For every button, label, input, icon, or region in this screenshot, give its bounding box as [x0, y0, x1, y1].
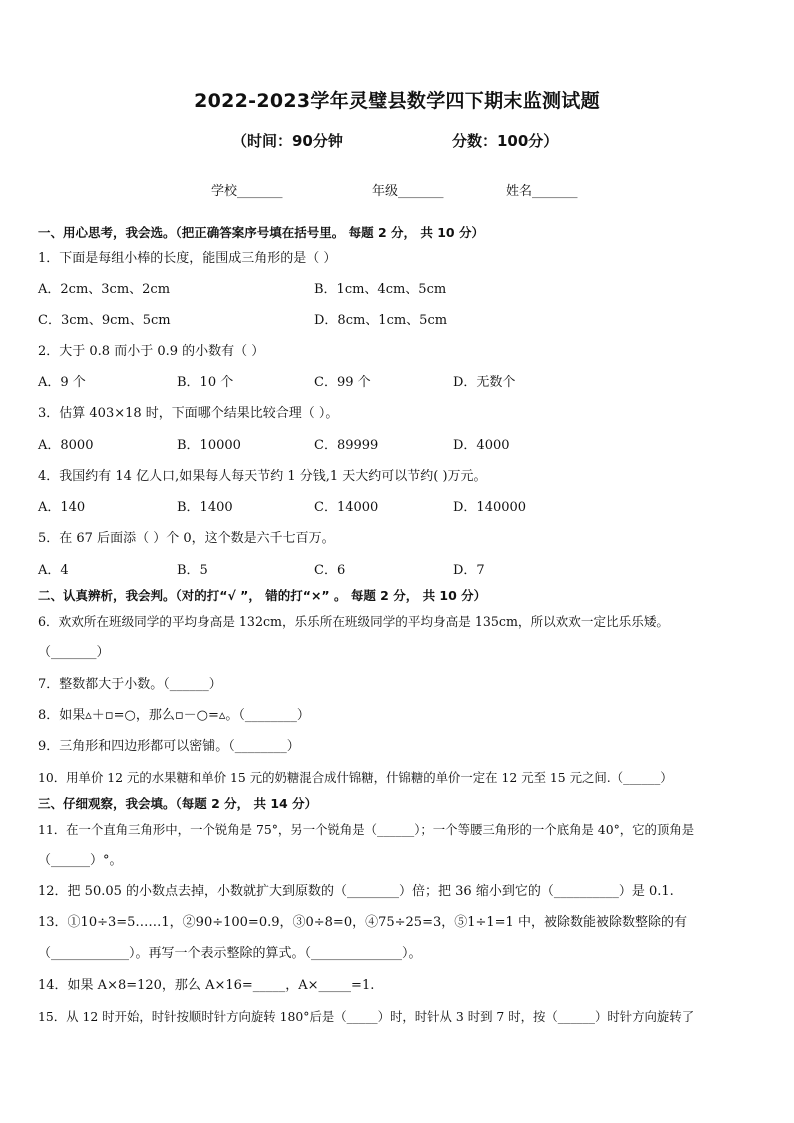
school-field: 学校_______ — [211, 184, 283, 199]
question-stem: 5．在 67 后面添（ ）个 0，这个数是六千七百万。 — [38, 531, 335, 546]
section-heading-1: 一、用心思考，我会选。（把正确答案序号填在括号里。 每题 2 分， 共 10 分） — [38, 225, 484, 240]
question-10: 10．用单价 12 元的水果糖和单价 15 元的奶糖混合成什锦糖，什锦糖的单价一定在 12 元至 15 元之间.（______） — [38, 770, 673, 785]
option-a: A．140 — [38, 500, 86, 515]
option-a: A．4 — [38, 563, 69, 578]
option-d: D．8cm、1cm、5cm — [314, 313, 448, 328]
section-heading-2: 二、认真辨析，我会判。（对的打“√ ”， 错的打“×” 。 每题 2 分， 共 10 分） — [38, 588, 487, 603]
exam-score: 分数：100分） — [452, 132, 559, 150]
question-14: 14．如果 A×8=120，那么 A×16=_____，A×_____=1. — [38, 978, 375, 993]
option-d: D．140000 — [453, 500, 527, 515]
answer-blank: （______）°。 — [38, 853, 123, 868]
option-b: B．5 — [177, 563, 208, 578]
option-b: B．1400 — [177, 500, 233, 515]
option-d: D．4000 — [453, 438, 510, 453]
option-b: B．10 个 — [177, 375, 234, 390]
answer-blank: （____________）。再写一个表示整除的算式。（______________）。 — [38, 946, 422, 961]
option-c: C．14000 — [314, 500, 379, 515]
option-a: A．2cm、3cm、2cm — [38, 282, 171, 297]
question-11: 11．在一个直角三角形中，一个锐角是 75°，另一个锐角是（______）；一个等腰三角形的一个底角是 40°，它的顶角是 — [38, 822, 695, 837]
option-c: C．6 — [314, 563, 346, 578]
question-8: 8．如果▵＋▫=○，那么▫－○=▵。（________） — [38, 708, 310, 723]
option-a: A．8000 — [38, 438, 94, 453]
question-stem: 3．估算 403×18 时，下面哪个结果比较合理（ ）。 — [38, 406, 339, 421]
option-c: C．89999 — [314, 438, 379, 453]
question-6: 6．欢欢所在班级同学的平均身高是 132cm，乐乐所在班级同学的平均身高是 135cm，所以欢欢一定比乐乐矮。 — [38, 614, 670, 629]
section-heading-3: 三、仔细观察，我会填。（每题 2 分， 共 14 分） — [38, 796, 318, 811]
name-field: 姓名_______ — [506, 184, 578, 199]
option-b: B．10000 — [177, 438, 241, 453]
question-stem: 1．下面是每组小棒的长度，能围成三角形的是（ ） — [38, 251, 337, 266]
grade-field: 年级_______ — [372, 184, 444, 199]
exam-time: （时间：90分钟 — [232, 132, 343, 150]
option-a: A．9 个 — [38, 375, 86, 390]
page-title: 2022-2023学年灵璧县数学四下期末监测试题 — [194, 90, 600, 112]
question-15: 15．从 12 时开始，时针按顺时针方向旋转 180°后是（_____）时，时针从 3 时到 7 时，按（______）时针方向旋转了 — [38, 1009, 695, 1024]
question-9: 9．三角形和四边形都可以密铺。（________） — [38, 739, 300, 754]
option-d: D．无数个 — [453, 375, 516, 390]
question-stem: 2．大于 0.8 而小于 0.9 的小数有（ ） — [38, 344, 265, 359]
option-c: C．3cm、9cm、5cm — [38, 313, 171, 328]
answer-blank: （_______） — [38, 645, 110, 660]
option-c: C．99 个 — [314, 375, 371, 390]
option-d: D．7 — [453, 563, 485, 578]
question-stem: 4．我国约有 14 亿人口,如果每人每天节约 1 分钱,1 天大约可以节约( )万元。 — [38, 469, 487, 484]
question-13: 13．①10÷3=5……1，②90÷100=0.9，③0÷8=0，④75÷25=3，⑤1÷1=1 中，被除数能被除数整除的有 — [38, 915, 687, 930]
question-7: 7．整数都大于小数。（______） — [38, 677, 222, 692]
option-b: B．1cm、4cm、5cm — [314, 282, 447, 297]
question-12: 12．把 50.05 的小数点去掉，小数就扩大到原数的（________）倍；把 36 缩小到它的（__________）是 0.1. — [38, 884, 674, 899]
